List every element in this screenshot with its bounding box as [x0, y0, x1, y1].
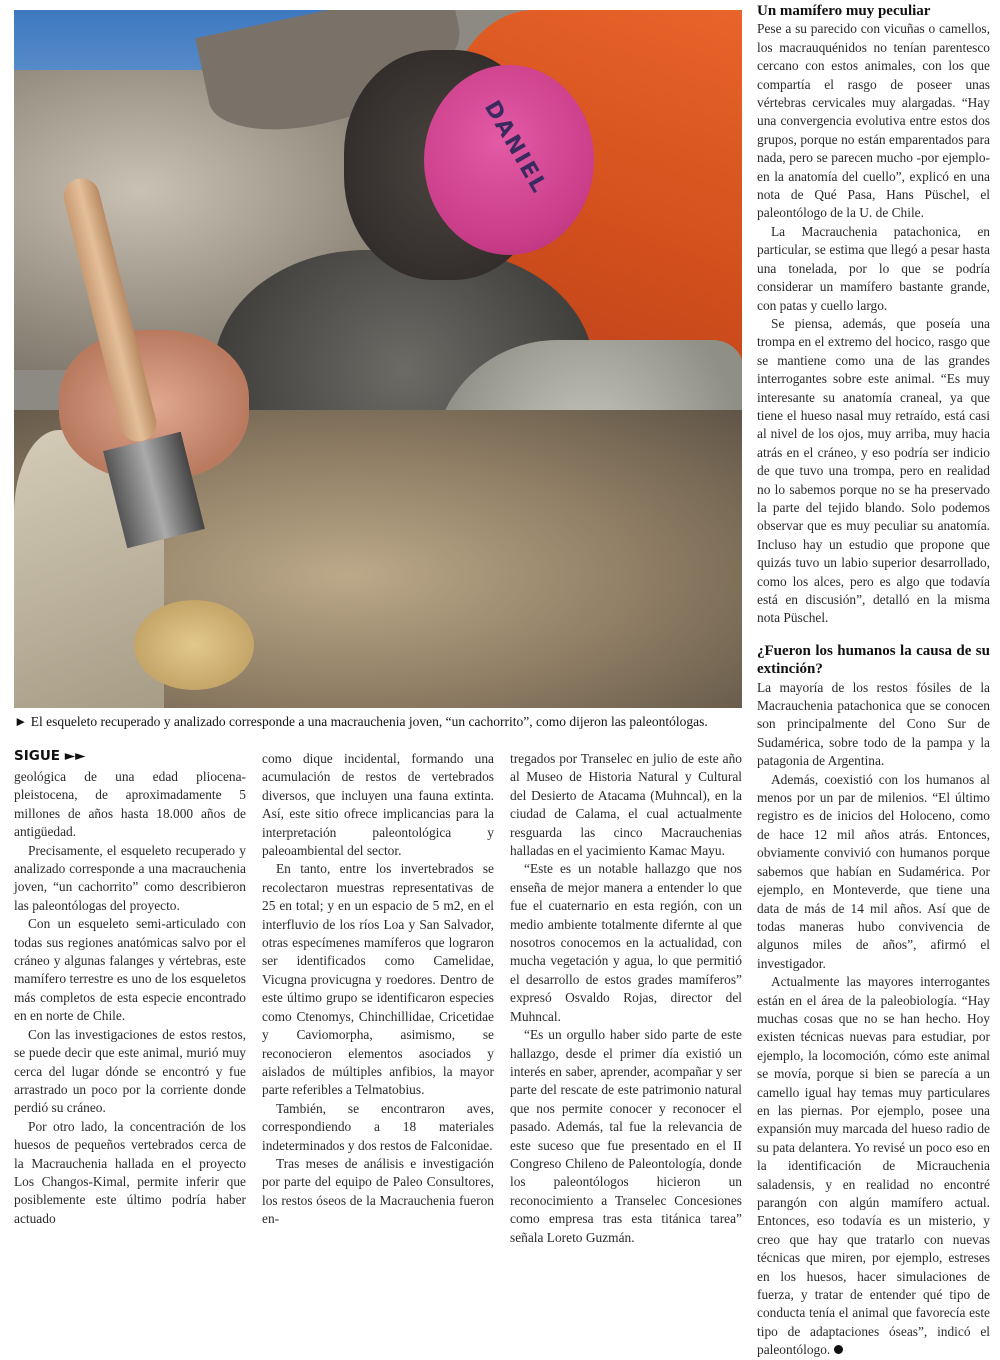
photo-respirator [424, 65, 594, 255]
article-column-2 [262, 750, 494, 1229]
paragraph: Pese a su parecido con vicuñas o camellos, los macrauquénidos no tenían parentesco cercano con estos animales, con los que compartía el rasgo de poseer unas vértebras cervicales muy alargadas. “Hay una convergencia evolutiva entre estos dos grupos, porque no están emparentados para nada, pero se parecen mucho -por ejemplo- en la anatomía del cuello”, explicó en una nota de Qué Pasa, Hans Püschel, el paleontólogo de la U. de Chile. [757, 21, 990, 221]
paragraph: Con las investigaciones de estos restos, se puede decir que este animal, murió muy cerca del lugar dónde se encontró y fue arrastrado un poco por la corriente donde perdió su cráneo. [14, 1026, 246, 1116]
paragraph: “Este es un notable hallazgo que nos enseña de mejor manera a entender lo que fue el cuaternario en esta región, con un medio ambiente totalmente difernte al que nosotros conocemos en la actualidad, con mucha vegetación y agua, lo que permitió el desarrollo de estos grades mamíferos” expresó Osvaldo Rojas, director del Muhncal. [510, 861, 742, 1024]
photo-caption: ► El esqueleto recuperado y analizado corresponde a una macrauchenia joven, “un cachorrito”, como dijeron las paleontólogas. [14, 714, 708, 729]
paragraph [757, 973, 990, 1360]
article-photo [14, 10, 742, 708]
paragraph: La Macrauchenia patachonica, en particular, se estima que llegó a pesar hasta una tonelada, por lo que se podría considerar un mamífero bastante grande, con patas y cuello largo. [757, 223, 990, 313]
paragraph: tregados por Transelec en julio de este año al Museo de Historia Natural y Cultural del Desierto de Atacama (Muhncal), en la ciudad de Calama, el cual actualmente resguarda las cinco Macrauchenias halladas en el yacimiento Kamac Mayu. [510, 751, 742, 859]
paragraph: También, se encontraron aves, correspondiendo a 18 materiales indeterminados y dos restos de Falconidae. [262, 1100, 494, 1153]
paragraph: Precisamente, el esqueleto recuperado y analizado corresponde a una macrauchenia joven, “un cachorrito” como describieron las paleontólogas del proyecto. [14, 842, 246, 913]
paragraph: En tanto, entre los invertebrados se recolectaron muestras representativas de 25 en total; y en un espacio de 5 m2, en el interfluvio de los ríos Loa y San Salvador, otras especímenes mamíferos que lograron ser identificados como Camelidae, Vicugna provicugna y roedores. Dentro de este último grupo se identificaron especies como Ctenomys, Chinchillidae, Cricetidae y Caviomorpha, asimismo, se reconocieron elementos asociados y aislados de múltiples anfibios, la mayor parte referibles a Telmatobius. [262, 861, 494, 1098]
end-of-article-icon [834, 1345, 843, 1354]
photo-fossil [134, 600, 254, 690]
paragraph: “Es un orgullo haber sido parte de este hallazgo, desde el primer día existió un interés en saber, aprender, acompañar y ser parte del rescate de este patrimonio natural que nos permite conocer y reconocer el pasado. Además, tal fue la relevancia de este suceso que fue presentado en el II Congreso Chileno de Paleontología, donde los paleontólogos hicieron un reconocimiento a Transelec Concesiones como empresa tras esta titánica tarea” señala Loreto Guzmán. [510, 1027, 742, 1245]
paragraph: como dique incidental, formando una acumulación de restos de vertebrados diversos, que incluyen una fauna extinta. Así, este sitio ofrece implicancias para la interpretación paleontológica y paleoambiental del sector. [262, 751, 494, 859]
paragraph: Además, coexistió con los humanos al menos por un par de milenios. “El último registro es de inicios del Holoceno, como de hace 12 mil años atrás. Entonces, obviamente convivió con humanos porque sabemos que habían en Sudamérica. Por ejemplo, en Monteverde, que tiene una data de más de 14 mil años. Así que de todas maneras hubo convivencia de algunos miles de años”, afirmó el investigador. [757, 771, 990, 971]
paragraph: Se piensa, además, que poseía una trompa en el extremo del hocico, rasgo que se mantiene como una de las grandes interrogantes sobre este animal. “Es muy interesante su anatomía craneal, ya que tiene el hueso nasal muy retraído, está casi al nivel de los ojos, muy arriba, muy hacia atrás en el cráneo, y eso podría ser indicio de que tuvo una trompa, pero en realidad no lo sabemos porque no se ha preservado la parte del tejido blando. Solo podemos observar que es muy peculiar su anatomía. Incluso hay un estudio que propone que quizás tuvo un labio superior desarrollado, como los alces, pero es algo que todavía está en discusión”, detalló en la misma nota Püschel. [757, 315, 990, 626]
article-column-1 [14, 768, 246, 1228]
paragraph: Con un esqueleto semi-articulado con todas sus regiones anatómicas salvo por el cráneo y algunas falanges y vértebras, este mamífero terrestre es uno de los esqueletos más completos de esta especie encontrado en en norte de Chile. [14, 916, 246, 1024]
subheading: Un mamífero muy peculiar [757, 3, 931, 19]
article-column-3 [510, 750, 742, 1247]
subheading: ¿Fueron los humanos la causa de su extinción? [757, 642, 990, 678]
paragraph: geológica de una edad pliocena-pleistocena, de aproximadamente 5 millones de años hasta 18.000 años de antigüedad. [14, 769, 246, 840]
paragraph: La mayoría de los restos fósiles de la Macrauchenia patachonica que se conocen son principalmente del Cono Sur de Sudamérica, sobre todo de la pampa y la patagonia de Argentina. [757, 679, 990, 769]
paragraph: Por otro lado, la concentración de los huesos de pequeños vertebrados cerca de la Macrauchenia hallada en el proyecto Los Changos-Kimal, permite inferir que posiblemente este último podría haber actuado [14, 1118, 246, 1226]
article-column-4 [757, 2, 990, 1360]
continue-marker: SIGUE ►► [14, 748, 86, 764]
paragraph-text: Actualmente las mayores interrogantes están en el área de la paleobiología. “Hay muchas cosas que no se han hecho. Hoy existen técnicas nuevas para estudiar, por ejemplo, la locomoción, cómo este animal se movía, porque si bien se parecía a un camello igual hay temas muy particulares en las piernas. Por ejemplo, posee una expansión muy marcada del hueso radio de su pata delantera. Yo revisé un poco eso en la identificación de Micrauchenia saladensis, y en realidad no encontré parangón con algún mamífero actual. Entonces, eso todavía es un misterio, y creo que hay que tratarlo con nuevas técnicas que miren, por ejemplo, estreses en los huesos, hacer simulaciones de fuerza, y tratar de entender qué tipo de conducta tenía el animal que favorecía este tipo de adaptaciones óseas”, indicó el paleontólogo. [757, 974, 990, 1358]
respirator-label: DANIEL [478, 96, 553, 199]
paragraph: Tras meses de análisis e investigación por parte del equipo de Paleo Consultores, los restos óseos de la Macrauchenia fueron en- [262, 1155, 494, 1227]
